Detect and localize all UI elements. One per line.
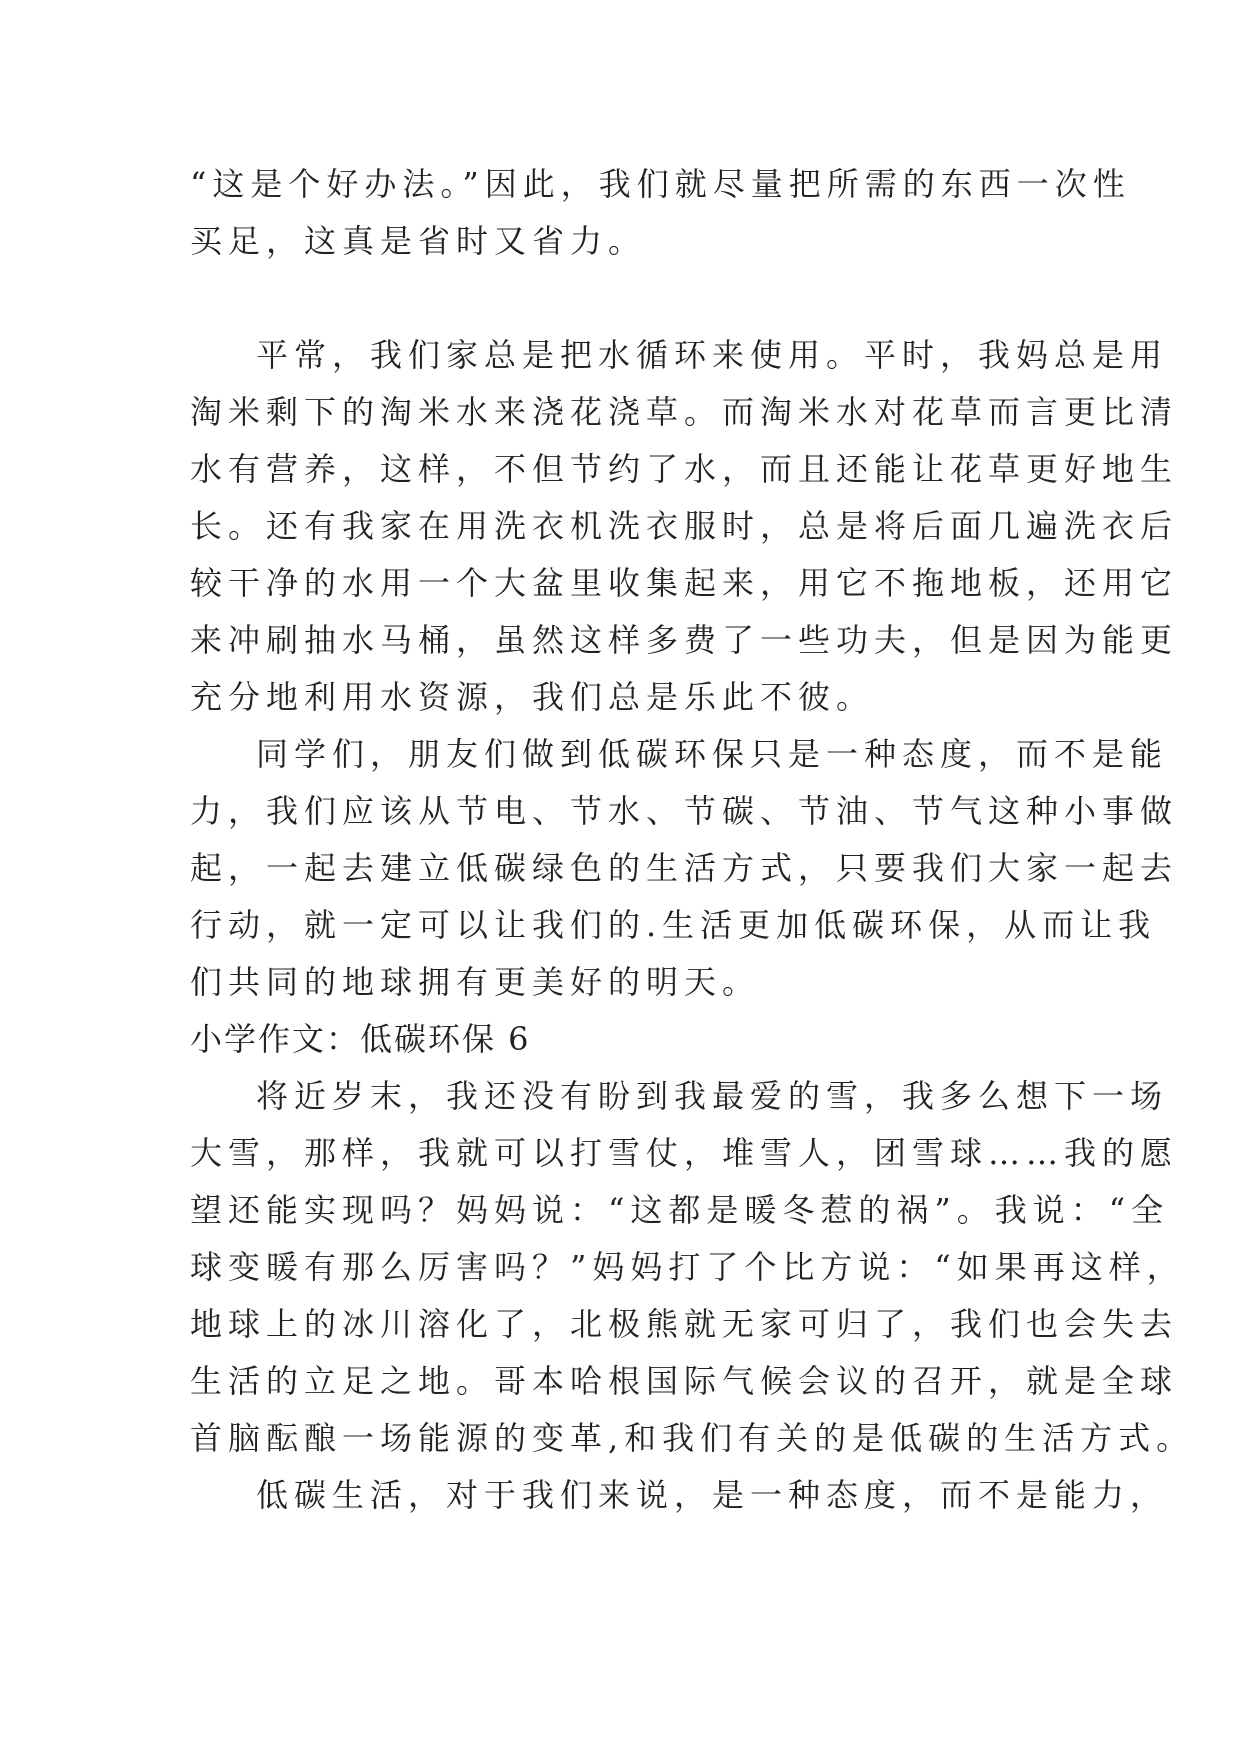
text-line: 平常，我们家总是把水循环来使用。平时，我妈总是用 [256, 336, 1169, 374]
heading-line: 小学作文：低碳环保 6 [190, 1020, 531, 1058]
text-line: 长。还有我家在用洗衣机洗衣服时，总是将后面几遍洗衣后 [190, 507, 1179, 545]
text-line: 来冲刷抽水马桶，虽然这样多费了一些功夫，但是因为能更 [190, 621, 1179, 659]
section-heading [190, 1011, 1052, 1068]
text-line: “这是个好办法。”因此，我们就尽量把所需的东西一次性 [190, 165, 1131, 203]
paragraph-gap [190, 270, 1052, 327]
text-line: 低碳生活，对于我们来说，是一种态度，而不是能力， [256, 1476, 1169, 1514]
text-line: 们共同的地球拥有更美好的明天。 [190, 963, 761, 1001]
text-line: 首脑酝酿一场能源的变革,和我们有关的是低碳的生活方式。 [190, 1419, 1195, 1457]
text-line: 将近岁末，我还没有盼到我最爱的雪，我多么想下一场 [256, 1077, 1169, 1115]
text-line: 淘米剩下的淘米水来浇花浇草。而淘米水对花草而言更比清 [190, 393, 1179, 431]
paragraph-2 [190, 327, 1179, 726]
paragraph-3 [190, 726, 1179, 1011]
text-line: 大雪，那样，我就可以打雪仗，堆雪人，团雪球……我的愿 [190, 1134, 1179, 1172]
text-line: 水有营养，这样，不但节约了水，而且还能让花草更好地生 [190, 450, 1179, 488]
paragraph-1 [190, 156, 1131, 270]
text-line: 起，一起去建立低碳绿色的生活方式，只要我们大家一起去 [190, 849, 1179, 887]
text-line: 球变暖有那么厉害吗？”妈妈打了个比方说：“如果再这样， [190, 1248, 1185, 1286]
paragraph-5 [190, 1467, 1169, 1524]
text-line: 地球上的冰川溶化了，北极熊就无家可归了，我们也会失去 [190, 1305, 1179, 1343]
text-line: 望还能实现吗？妈妈说：“这都是暖冬惹的祸”。我说：“全 [190, 1191, 1170, 1229]
text-line: 充分地利用水资源，我们总是乐此不彼。 [190, 678, 875, 716]
document-page [190, 156, 1195, 1524]
text-line: 力，我们应该从节电、节水、节碳、节油、节气这种小事做 [190, 792, 1179, 830]
text-line: 买足，这真是省时又省力。 [190, 222, 647, 260]
text-line: 行动，就一定可以让我们的.生活更加低碳环保，从而让我 [190, 906, 1157, 944]
text-line: 生活的立足之地。哥本哈根国际气候会议的召开，就是全球 [190, 1362, 1179, 1400]
text-line: 同学们，朋友们做到低碳环保只是一种态度，而不是能 [256, 735, 1169, 773]
text-line: 较干净的水用一个大盆里收集起来，用它不拖地板，还用它 [190, 564, 1179, 602]
paragraph-4 [190, 1068, 1195, 1467]
